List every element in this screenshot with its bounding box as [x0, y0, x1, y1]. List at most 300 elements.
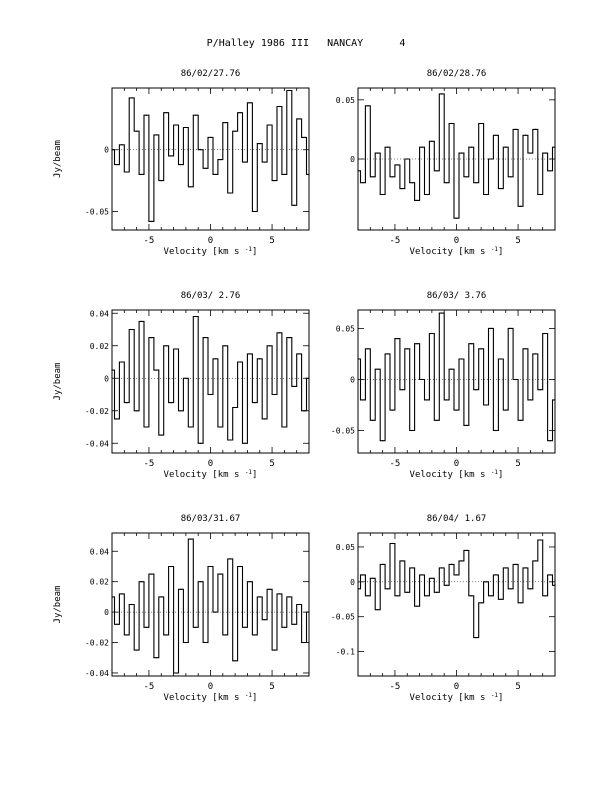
data-point	[185, 127, 186, 128]
y-tick-label: 0.05	[335, 324, 355, 334]
data-point	[131, 97, 132, 98]
data-point	[392, 176, 393, 177]
data-point	[195, 627, 196, 628]
data-point	[294, 386, 295, 387]
data-point	[476, 637, 477, 638]
data-point	[304, 410, 305, 411]
plot-frame	[358, 310, 555, 453]
data-point	[279, 106, 280, 107]
data-point	[171, 155, 172, 156]
data-point	[471, 595, 472, 596]
x-tick-label: -5	[143, 459, 155, 469]
data-point	[402, 188, 403, 189]
data-point	[545, 333, 546, 334]
y-tick-label: 0	[350, 155, 355, 164]
x-tick-label: 5	[269, 682, 275, 692]
data-point	[136, 410, 137, 411]
data-point	[515, 379, 516, 380]
data-point	[116, 164, 117, 165]
data-point	[490, 328, 491, 329]
spectrum-panel-2	[336, 69, 556, 257]
spectrum-panel-6	[331, 514, 556, 703]
data-point	[195, 316, 196, 317]
data-point	[451, 369, 452, 370]
data-point	[116, 418, 117, 419]
data-point	[274, 394, 275, 395]
data-point	[210, 394, 211, 395]
data-point	[205, 642, 206, 643]
data-point	[387, 147, 388, 148]
y-axis-label: Jy/beam	[53, 140, 63, 178]
data-point	[279, 593, 280, 594]
data-point	[235, 407, 236, 408]
x-axis-label: Velocity [km s $^{-1}$]	[163, 468, 258, 480]
y-tick-label: 0.05	[335, 95, 355, 105]
data-point	[505, 410, 506, 411]
data-point	[461, 560, 462, 561]
y-tick-label: 0.05	[335, 542, 355, 552]
data-point	[530, 588, 531, 589]
data-point	[304, 642, 305, 643]
y-tick-label: 0	[350, 375, 355, 385]
x-axis-label: Velocity [km s $^{-1}$]	[163, 691, 258, 703]
data-point	[421, 147, 422, 148]
spectrum-series	[358, 313, 555, 441]
data-point	[545, 153, 546, 154]
data-point	[210, 566, 211, 567]
data-point	[166, 634, 167, 635]
data-point	[259, 358, 260, 359]
data-point	[175, 672, 176, 673]
data-point	[220, 426, 221, 427]
data-point	[407, 592, 408, 593]
x-tick-label: 5	[515, 236, 521, 246]
data-point	[161, 596, 162, 597]
data-point	[235, 660, 236, 661]
data-point	[461, 153, 462, 154]
data-point	[510, 328, 511, 329]
data-point	[535, 353, 536, 354]
data-point	[136, 131, 137, 132]
data-point	[402, 560, 403, 561]
data-point	[180, 410, 181, 411]
plot-frame	[112, 533, 309, 676]
data-point	[481, 348, 482, 349]
data-point	[540, 194, 541, 195]
data-point	[481, 123, 482, 124]
data-point	[254, 211, 255, 212]
data-point	[269, 345, 270, 346]
data-point	[495, 574, 496, 575]
plot-frame	[112, 88, 309, 230]
plot-frame	[112, 310, 309, 453]
data-point	[240, 112, 241, 113]
data-point	[481, 602, 482, 603]
x-tick-label: 5	[269, 236, 275, 246]
data-point	[121, 144, 122, 145]
y-axis-label: Jy/beam	[53, 585, 63, 624]
data-point	[215, 174, 216, 175]
data-point	[476, 389, 477, 390]
data-point	[235, 131, 236, 132]
data-point	[441, 93, 442, 94]
data-point	[240, 361, 241, 362]
y-tick-label: -0.04	[84, 439, 109, 449]
data-point	[451, 564, 452, 565]
data-point	[372, 578, 373, 579]
data-point	[175, 348, 176, 349]
data-point	[230, 439, 231, 440]
data-point	[426, 399, 427, 400]
data-point	[200, 443, 201, 444]
data-point	[146, 627, 147, 628]
data-point	[141, 581, 142, 582]
data-point	[377, 609, 378, 610]
spectrum-panel-4	[331, 291, 556, 480]
data-point	[121, 593, 122, 594]
data-point	[362, 182, 363, 183]
data-point	[397, 164, 398, 165]
data-point	[141, 174, 142, 175]
data-point	[146, 426, 147, 427]
data-point	[417, 343, 418, 344]
data-point	[540, 389, 541, 390]
spectrum-panel-1	[53, 69, 310, 257]
data-point	[190, 186, 191, 187]
data-point	[446, 585, 447, 586]
data-point	[205, 337, 206, 338]
data-point	[550, 574, 551, 575]
data-point	[451, 123, 452, 124]
data-point	[377, 153, 378, 154]
data-point	[156, 657, 157, 658]
y-tick-label: -0.04	[84, 668, 109, 678]
data-point	[289, 337, 290, 338]
data-point	[220, 574, 221, 575]
data-point	[190, 539, 191, 540]
data-point	[185, 378, 186, 379]
spectrum-series	[112, 91, 309, 222]
data-point	[121, 361, 122, 362]
data-point	[402, 389, 403, 390]
data-point	[126, 171, 127, 172]
data-point	[171, 402, 172, 403]
data-point	[535, 560, 536, 561]
data-point	[244, 443, 245, 444]
y-axis-label: Jy/beam	[53, 362, 63, 401]
data-point	[146, 115, 147, 116]
data-point	[116, 624, 117, 625]
data-point	[230, 558, 231, 559]
data-point	[126, 402, 127, 403]
data-point	[284, 627, 285, 628]
data-point	[421, 574, 422, 575]
data-point	[540, 539, 541, 540]
data-point	[225, 345, 226, 346]
page-title: P/Halley 1986 III NANCAY 4	[206, 38, 406, 49]
data-point	[412, 567, 413, 568]
data-point	[417, 606, 418, 607]
panel-title: 86/03/ 3.76	[426, 291, 487, 301]
data-point	[490, 595, 491, 596]
x-tick-label: 0	[207, 459, 214, 469]
data-point	[426, 194, 427, 195]
data-point	[417, 200, 418, 201]
data-point	[486, 194, 487, 195]
data-point	[362, 399, 363, 400]
data-point	[500, 599, 501, 600]
data-point	[377, 369, 378, 370]
data-point	[431, 578, 432, 579]
data-point	[190, 426, 191, 427]
data-point	[220, 159, 221, 160]
y-tick-label: 0.02	[89, 577, 109, 587]
data-point	[171, 566, 172, 567]
data-point	[520, 420, 521, 421]
x-tick-label: 0	[453, 682, 460, 692]
data-point	[156, 134, 157, 135]
data-point	[259, 596, 260, 597]
x-tick-label: -5	[389, 236, 401, 246]
x-tick-label: -5	[389, 682, 401, 692]
data-point	[500, 188, 501, 189]
data-point	[382, 194, 383, 195]
data-point	[535, 129, 536, 130]
data-point	[525, 567, 526, 568]
data-point	[392, 410, 393, 411]
data-point	[289, 596, 290, 597]
x-tick-label: -5	[143, 236, 155, 246]
spectrum-series	[112, 317, 309, 444]
data-point	[372, 176, 373, 177]
data-point	[397, 595, 398, 596]
spectrum-panel-5	[53, 514, 310, 703]
data-point	[210, 137, 211, 138]
data-point	[436, 170, 437, 171]
data-point	[367, 105, 368, 106]
data-point	[525, 348, 526, 349]
data-point	[289, 90, 290, 91]
data-point	[304, 137, 305, 138]
data-point	[166, 112, 167, 113]
data-point	[156, 370, 157, 371]
data-point	[387, 588, 388, 589]
data-point	[495, 430, 496, 431]
data-point	[436, 420, 437, 421]
data-point	[500, 358, 501, 359]
panel-title: 86/02/27.76	[180, 69, 241, 79]
data-point	[294, 205, 295, 206]
x-tick-label: 5	[269, 459, 275, 469]
spectrum-panel-3	[53, 291, 310, 480]
y-tick-label: 0.02	[89, 341, 109, 351]
data-point	[244, 162, 245, 163]
data-point	[456, 218, 457, 219]
data-point	[550, 440, 551, 441]
data-point	[431, 141, 432, 142]
y-tick-label: -0.05	[330, 426, 355, 436]
data-point	[545, 595, 546, 596]
x-tick-label: -5	[389, 459, 401, 469]
data-point	[151, 337, 152, 338]
x-axis-label: Velocity [km s $^{-1}$]	[409, 468, 504, 480]
data-point	[180, 164, 181, 165]
data-point	[161, 435, 162, 436]
data-point	[249, 581, 250, 582]
data-point	[387, 353, 388, 354]
data-point	[195, 115, 196, 116]
y-tick-label: -0.1	[335, 647, 355, 657]
data-point	[505, 147, 506, 148]
x-axis-label: Velocity [km s $^{-1}$]	[409, 245, 504, 257]
data-point	[264, 162, 265, 163]
y-tick-label: -0.05	[84, 207, 109, 217]
data-point	[264, 418, 265, 419]
data-point	[161, 180, 162, 181]
data-point	[397, 338, 398, 339]
data-point	[185, 642, 186, 643]
data-point	[274, 180, 275, 181]
data-point	[530, 399, 531, 400]
x-tick-label: 0	[207, 236, 214, 246]
data-point	[382, 564, 383, 565]
data-point	[205, 168, 206, 169]
data-point	[520, 602, 521, 603]
x-tick-label: 5	[515, 682, 521, 692]
data-point	[284, 426, 285, 427]
data-point	[495, 135, 496, 136]
data-point	[362, 574, 363, 575]
data-point	[259, 143, 260, 144]
y-tick-label: -0.02	[84, 638, 109, 648]
data-point	[446, 399, 447, 400]
data-point	[466, 425, 467, 426]
panel-title: 86/04/ 1.67	[426, 514, 487, 524]
x-axis-label: Velocity [km s $^{-1}$]	[409, 691, 504, 703]
data-point	[367, 348, 368, 349]
data-point	[230, 192, 231, 193]
data-point	[441, 313, 442, 314]
data-point	[456, 574, 457, 575]
x-tick-label: 5	[515, 459, 521, 469]
y-tick-label: 0	[350, 577, 355, 587]
data-point	[431, 333, 432, 334]
data-point	[131, 329, 132, 330]
data-point	[392, 543, 393, 544]
data-point	[490, 158, 491, 159]
data-point	[510, 588, 511, 589]
y-tick-label: 0	[104, 145, 109, 155]
data-point	[279, 332, 280, 333]
data-point	[254, 634, 255, 635]
data-point	[525, 135, 526, 136]
data-point	[244, 627, 245, 628]
data-point	[505, 567, 506, 568]
data-point	[412, 182, 413, 183]
data-point	[299, 604, 300, 605]
panel-title: 86/03/31.67	[180, 514, 241, 524]
panel-title: 86/02/28.76	[426, 69, 487, 79]
data-point	[200, 581, 201, 582]
data-point	[367, 595, 368, 596]
data-point	[476, 182, 477, 183]
spectrum-series	[112, 539, 309, 673]
x-tick-label: 0	[453, 459, 460, 469]
data-point	[249, 353, 250, 354]
y-tick-label: 0.04	[89, 309, 109, 319]
data-point	[215, 612, 216, 613]
data-point	[299, 118, 300, 119]
x-axis-label: Velocity [km s $^{-1}$]	[163, 245, 258, 257]
data-point	[436, 592, 437, 593]
data-point	[131, 604, 132, 605]
data-point	[274, 650, 275, 651]
data-point	[515, 129, 516, 130]
data-point	[486, 404, 487, 405]
data-point	[166, 345, 167, 346]
data-point	[446, 182, 447, 183]
data-point	[225, 634, 226, 635]
data-point	[372, 420, 373, 421]
data-point	[382, 440, 383, 441]
data-point	[269, 589, 270, 590]
data-point	[151, 221, 152, 222]
data-point	[407, 158, 408, 159]
y-tick-label: 0	[104, 608, 109, 618]
data-point	[200, 149, 201, 150]
data-point	[466, 550, 467, 551]
data-point	[136, 650, 137, 651]
data-point	[471, 343, 472, 344]
data-point	[264, 619, 265, 620]
data-point	[550, 170, 551, 171]
panel-title: 86/03/ 2.76	[180, 291, 241, 301]
y-tick-label: 0.04	[89, 547, 109, 557]
data-point	[175, 124, 176, 125]
plot-frame	[358, 88, 555, 230]
data-point	[486, 581, 487, 582]
data-point	[299, 353, 300, 354]
data-point	[520, 206, 521, 207]
data-point	[412, 430, 413, 431]
data-point	[515, 564, 516, 565]
data-point	[249, 102, 250, 103]
data-point	[421, 379, 422, 380]
data-point	[284, 174, 285, 175]
y-tick-label: -0.05	[330, 612, 355, 622]
spectrum-series	[358, 94, 555, 218]
data-point	[426, 595, 427, 596]
data-point	[510, 176, 511, 177]
data-point	[215, 358, 216, 359]
data-point	[269, 124, 270, 125]
y-tick-label: -0.02	[84, 406, 109, 416]
plot-frame	[358, 533, 555, 676]
x-tick-label: 0	[453, 236, 460, 246]
data-point	[126, 634, 127, 635]
data-point	[530, 153, 531, 154]
data-point	[441, 567, 442, 568]
data-point	[141, 321, 142, 322]
data-point	[471, 147, 472, 148]
data-point	[466, 176, 467, 177]
x-tick-label: -5	[143, 682, 155, 692]
x-tick-label: 0	[207, 682, 214, 692]
data-point	[407, 348, 408, 349]
data-point	[151, 574, 152, 575]
data-point	[254, 402, 255, 403]
data-point	[225, 122, 226, 123]
